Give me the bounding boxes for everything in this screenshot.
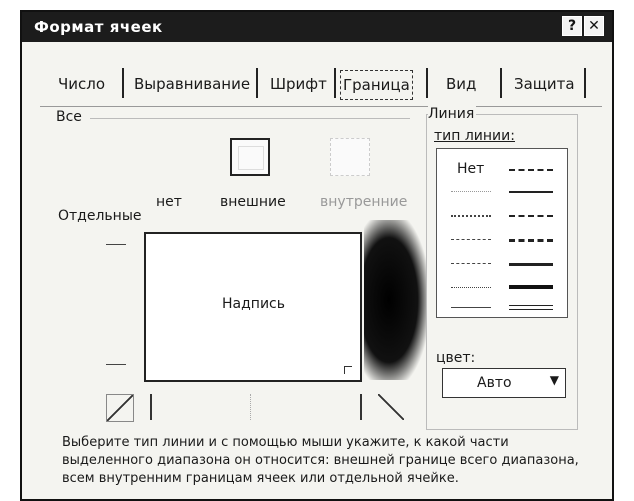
line-style-thickest[interactable] — [509, 285, 553, 289]
tab-font[interactable]: Шрифт — [270, 75, 327, 93]
line-style-dashdotdot[interactable] — [509, 215, 553, 217]
left-border-button[interactable] — [150, 394, 172, 420]
outline-preset-button[interactable] — [230, 138, 270, 176]
tab-border[interactable]: Граница — [340, 70, 413, 100]
line-color-value: Авто — [477, 375, 512, 391]
line-style-dashed[interactable] — [451, 263, 491, 264]
line-style-medium-dashed[interactable] — [509, 239, 553, 242]
line-style-dashdot[interactable] — [451, 239, 491, 240]
line-style-thick[interactable] — [509, 263, 553, 266]
border-group-label: Отдельные — [58, 208, 142, 224]
line-style-none[interactable]: Нет — [457, 161, 485, 177]
title-bar — [22, 12, 612, 42]
tab-fill[interactable]: Вид — [446, 75, 477, 93]
scan-shadow — [364, 220, 426, 380]
tab-separator — [426, 68, 428, 98]
line-style-double[interactable] — [509, 305, 553, 310]
vertical-inner-border-button[interactable] — [250, 394, 271, 420]
bottom-border-button[interactable] — [106, 364, 126, 365]
inside-preset-button[interactable] — [330, 138, 370, 176]
outline-preset-icon — [238, 146, 264, 170]
line-style-list[interactable] — [436, 148, 568, 318]
presets-group-label: Все — [56, 109, 82, 125]
tab-protection[interactable]: Защита — [514, 75, 575, 93]
line-style-hair[interactable] — [451, 191, 491, 192]
tab-separator — [584, 68, 586, 98]
outline-preset-label[interactable]: внешние — [220, 194, 286, 210]
line-style-thin[interactable] — [451, 307, 491, 308]
line-color-label: цвет: — [436, 350, 476, 366]
tab-number[interactable]: Число — [58, 75, 106, 93]
none-preset-label[interactable]: нет — [156, 194, 182, 210]
close-button[interactable]: ✕ — [584, 16, 604, 36]
top-border-button[interactable] — [106, 244, 126, 245]
line-style-label: тип линии: — [434, 128, 515, 144]
diagonal-down-border-button[interactable] — [378, 394, 404, 420]
presets-group-line — [90, 118, 410, 119]
line-style-dot-fine[interactable] — [451, 287, 491, 288]
line-style-dotted[interactable] — [451, 215, 491, 217]
right-border-button[interactable] — [340, 394, 362, 420]
chevron-down-icon: ▼ — [549, 373, 559, 387]
border-preview[interactable] — [144, 232, 362, 382]
format-cells-dialog — [20, 10, 614, 501]
tab-separator — [500, 68, 502, 98]
preview-text: Надпись — [222, 296, 285, 312]
inside-preset-label[interactable]: внутренние — [320, 194, 408, 210]
line-group-label: Линия — [428, 106, 475, 122]
tab-separator — [256, 68, 258, 98]
tab-separator — [334, 68, 336, 98]
help-button[interactable]: ? — [562, 16, 582, 36]
dialog-title: Формат ячеек — [34, 18, 163, 36]
diagonal-up-border-button[interactable] — [106, 394, 134, 422]
line-style-medium-solid[interactable] — [509, 191, 553, 193]
preview-corner-mark — [344, 366, 352, 374]
tab-separator — [122, 68, 124, 98]
line-style-dashdot-medium[interactable] — [509, 169, 553, 171]
line-color-dropdown[interactable] — [442, 368, 566, 398]
tab-alignment[interactable]: Выравнивание — [134, 75, 251, 93]
tab-underline — [40, 106, 602, 107]
hint-text: Выберите тип линии и с помощью мыши укажите, к какой части выделенного диапазона он относится: внешней границе всего диапазона, всем внутренним границам ячеек или отдельной ячейке. — [62, 435, 579, 486]
